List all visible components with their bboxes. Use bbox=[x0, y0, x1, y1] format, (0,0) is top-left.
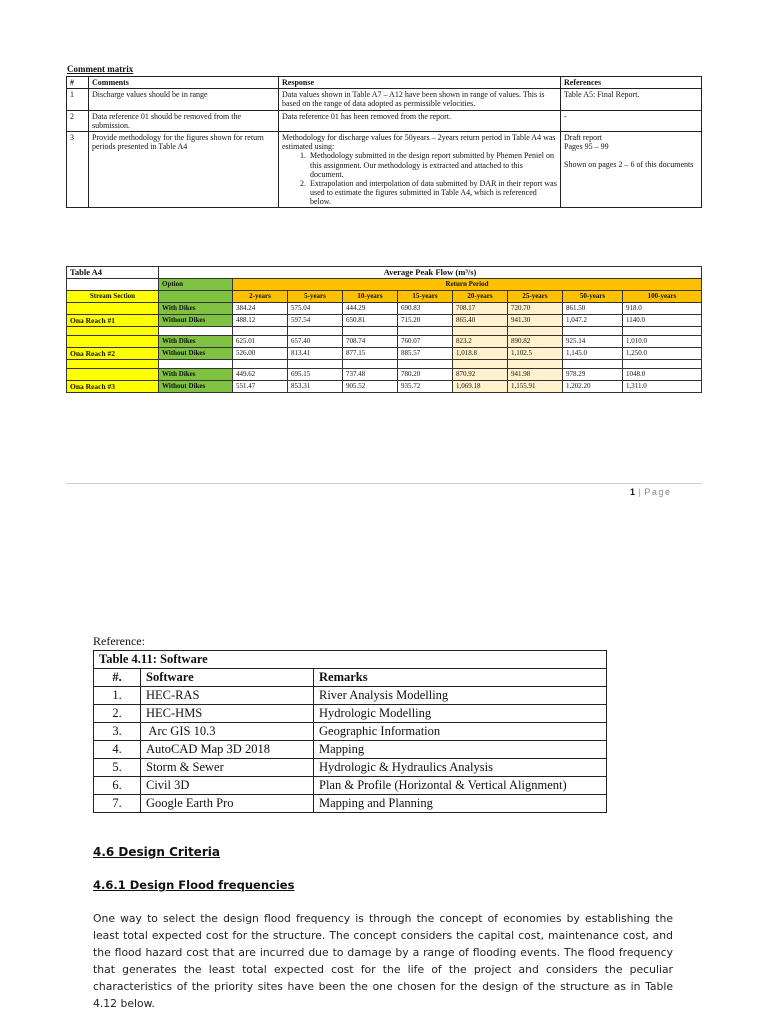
value-cell: 444.29 bbox=[343, 303, 398, 315]
reach-name: Ona Reach #2 bbox=[67, 348, 159, 360]
value-cell: 1,047.2 bbox=[563, 315, 623, 327]
reach-name: Ona Reach #3 bbox=[67, 381, 159, 393]
row-remarks: Mapping bbox=[314, 741, 607, 759]
reach-blank bbox=[67, 303, 159, 315]
value-cell: 890.82 bbox=[508, 336, 563, 348]
table-row bbox=[67, 381, 702, 393]
col-header-response: Response bbox=[279, 77, 561, 89]
option-header: Option bbox=[159, 279, 233, 291]
spacer-row bbox=[67, 327, 702, 336]
row-comment: Provide methodology for the figures shown for return periods presented in Table A4 bbox=[89, 131, 279, 208]
value-cell: 1,202.20 bbox=[563, 381, 623, 393]
row-software: AutoCAD Map 3D 2018 bbox=[141, 741, 314, 759]
value-cell: 1,069.18 bbox=[453, 381, 508, 393]
table-row bbox=[94, 741, 607, 759]
row-num: 5. bbox=[94, 759, 141, 777]
value-cell: 715.20 bbox=[398, 315, 453, 327]
col-header-software: Software bbox=[141, 669, 314, 687]
value-cell: 488.12 bbox=[233, 315, 288, 327]
page-separator: | bbox=[638, 487, 642, 497]
value-cell: 1048.0 bbox=[623, 369, 702, 381]
value-cell: 918.0 bbox=[623, 303, 702, 315]
col-header-num: # bbox=[67, 77, 89, 89]
row-software: HEC-RAS bbox=[141, 687, 314, 705]
value-cell: 1,311.0 bbox=[623, 381, 702, 393]
value-cell: 925.14 bbox=[563, 336, 623, 348]
period-header: 20-years bbox=[453, 291, 508, 303]
reference-line bbox=[564, 151, 698, 160]
section-heading: 4.6 Design Criteria bbox=[93, 845, 220, 859]
page-number bbox=[630, 487, 671, 497]
value-cell: 1,145.0 bbox=[563, 348, 623, 360]
reference-line: Draft report bbox=[564, 132, 602, 142]
value-cell: 650.81 bbox=[343, 315, 398, 327]
value-cell: 760.07 bbox=[398, 336, 453, 348]
value-cell: 853.31 bbox=[288, 381, 343, 393]
list-item: 1. Methodology submitted in the design report submitted by Phemen Peniel on this assignment. Our methodology is extracted and attached to this document. bbox=[308, 151, 557, 179]
value-cell: 597.54 bbox=[288, 315, 343, 327]
table-row bbox=[67, 315, 702, 327]
comment-matrix-table bbox=[66, 76, 702, 208]
value-cell: 813.41 bbox=[288, 348, 343, 360]
table-row bbox=[94, 723, 607, 741]
section-subheading: 4.6.1 Design Flood frequencies bbox=[93, 878, 295, 892]
response-intro: Methodology for discharge values for 50years – 2years return period in Table A4 was estimated using: bbox=[282, 132, 556, 152]
comment-matrix-title: Comment matrix bbox=[67, 64, 134, 74]
reference-line: Shown on pages 2 – 6 of this documents bbox=[564, 160, 694, 170]
row-num: 4. bbox=[94, 741, 141, 759]
row-software: Storm & Sewer bbox=[141, 759, 314, 777]
period-header: 25-years bbox=[508, 291, 563, 303]
row-remarks: Hydrologic & Hydraulics Analysis bbox=[314, 759, 607, 777]
value-cell: 625.01 bbox=[233, 336, 288, 348]
value-cell: 449.62 bbox=[233, 369, 288, 381]
spacer-row bbox=[67, 360, 702, 369]
value-cell: 1,155.91 bbox=[508, 381, 563, 393]
row-remarks: River Analysis Modelling bbox=[314, 687, 607, 705]
value-cell: 690.83 bbox=[398, 303, 453, 315]
value-cell: 1,250.0 bbox=[623, 348, 702, 360]
row-reference bbox=[561, 131, 702, 208]
value-cell: 870.92 bbox=[453, 369, 508, 381]
period-header: 2-years bbox=[233, 291, 288, 303]
value-cell: 708.17 bbox=[453, 303, 508, 315]
value-cell: 823.2 bbox=[453, 336, 508, 348]
value-cell: 905.52 bbox=[343, 381, 398, 393]
software-table-caption: Table 4.11: Software bbox=[94, 651, 607, 669]
value-cell: 1,010.0 bbox=[623, 336, 702, 348]
value-cell: 935.72 bbox=[398, 381, 453, 393]
value-cell: 708.74 bbox=[343, 336, 398, 348]
return-period-header: Return Period bbox=[233, 279, 702, 291]
value-cell: 941.30 bbox=[508, 315, 563, 327]
page-word: Page bbox=[644, 487, 672, 497]
value-cell: 737.48 bbox=[343, 369, 398, 381]
option-label: With Dikes bbox=[159, 336, 233, 348]
row-num: 2. bbox=[94, 705, 141, 723]
row-num: 3 bbox=[67, 131, 89, 208]
table-row bbox=[94, 777, 607, 795]
body-paragraph: One way to select the design flood frequency is through the concept of economies by establishing the least total expected cost for the structure. The concept considers the capital cost, maintenance cost, and the flood hazard cost that are incurred due to damage by a range of flooding events. The flood frequency that generates the least total expected cost for the life of the project and considers the peculiar characteristics of the priority sites have been the one chosen for the design of the structure as in Table 4.12 below. bbox=[93, 912, 673, 1010]
row-response bbox=[279, 131, 561, 208]
option-label: With Dikes bbox=[159, 369, 233, 381]
table-row bbox=[67, 336, 702, 348]
value-cell: 657.40 bbox=[288, 336, 343, 348]
table-row bbox=[67, 348, 702, 360]
page-number-value: 1 bbox=[630, 487, 636, 497]
option-label: Without Dikes bbox=[159, 315, 233, 327]
period-header: 100-years bbox=[623, 291, 702, 303]
col-header-remarks: Remarks bbox=[314, 669, 607, 687]
value-cell: 1,102.5 bbox=[508, 348, 563, 360]
table-a4 bbox=[66, 266, 702, 393]
table-row bbox=[94, 795, 607, 813]
value-cell: 575.04 bbox=[288, 303, 343, 315]
row-remarks: Hydrologic Modelling bbox=[314, 705, 607, 723]
value-cell: 720.70 bbox=[508, 303, 563, 315]
col-header-references: References bbox=[561, 77, 702, 89]
row-software: Google Earth Pro bbox=[141, 795, 314, 813]
col-header-comments: Comments bbox=[89, 77, 279, 89]
table-row bbox=[94, 759, 607, 777]
row-software: HEC-HMS bbox=[141, 705, 314, 723]
option-label: With Dikes bbox=[159, 303, 233, 315]
row-comment: Discharge values should be in range bbox=[89, 89, 279, 110]
value-cell: 551.47 bbox=[233, 381, 288, 393]
reach-name: Ona Reach #1 bbox=[67, 315, 159, 327]
reach-blank bbox=[67, 336, 159, 348]
table-row bbox=[67, 110, 702, 131]
footer-divider bbox=[66, 483, 702, 484]
value-cell: 877.15 bbox=[343, 348, 398, 360]
value-cell: 780.20 bbox=[398, 369, 453, 381]
value-cell: 526.00 bbox=[233, 348, 288, 360]
value-cell: 865.40 bbox=[453, 315, 508, 327]
row-response: Data reference 01 has been removed from the report. bbox=[279, 110, 561, 131]
period-header: 10-years bbox=[343, 291, 398, 303]
stream-section-header: Stream Section bbox=[67, 291, 159, 303]
row-comment: Data reference 01 should be removed from the submission. bbox=[89, 110, 279, 131]
row-num: 2 bbox=[67, 110, 89, 131]
row-remarks: Mapping and Planning bbox=[314, 795, 607, 813]
option-label: Without Dikes bbox=[159, 381, 233, 393]
option-label: Without Dikes bbox=[159, 348, 233, 360]
reference-line: Pages 95 – 99 bbox=[564, 142, 609, 152]
row-num: 1. bbox=[94, 687, 141, 705]
software-table bbox=[93, 650, 607, 813]
table-row bbox=[94, 705, 607, 723]
row-num: 7. bbox=[94, 795, 141, 813]
option-header-blank bbox=[159, 291, 233, 303]
reach-blank bbox=[67, 369, 159, 381]
value-cell: 384.24 bbox=[233, 303, 288, 315]
col-header-num: #. bbox=[94, 669, 141, 687]
empty-cell bbox=[67, 279, 159, 291]
table-row bbox=[94, 687, 607, 705]
reference-label: Reference: bbox=[93, 634, 145, 648]
period-header: 50-years bbox=[563, 291, 623, 303]
value-cell: 941.98 bbox=[508, 369, 563, 381]
row-reference: - bbox=[561, 110, 702, 131]
value-cell: 1,018.8 bbox=[453, 348, 508, 360]
row-software: Civil 3D bbox=[141, 777, 314, 795]
row-num: 6. bbox=[94, 777, 141, 795]
period-header: 15-years bbox=[398, 291, 453, 303]
comment-matrix-header-row bbox=[67, 77, 702, 89]
table-row bbox=[67, 303, 702, 315]
row-num: 3. bbox=[94, 723, 141, 741]
software-header-row bbox=[94, 669, 607, 687]
value-cell: 861.50 bbox=[563, 303, 623, 315]
table-row bbox=[67, 131, 702, 208]
row-response: Data values shown in Table A7 – A12 have been shown in range of values. This is based on the range of data adopted as permissible velocities. bbox=[279, 89, 561, 110]
row-num: 1 bbox=[67, 89, 89, 110]
row-remarks: Geographic Information bbox=[314, 723, 607, 741]
list-item: 2. Extrapolation and interpolation of data submitted by DAR in their report was used to estimate the figures submitted in Table A4, which is referenced below. bbox=[308, 179, 557, 207]
table-row bbox=[67, 89, 702, 110]
value-cell: 978.29 bbox=[563, 369, 623, 381]
row-reference: Table A5: Final Report. bbox=[561, 89, 702, 110]
value-cell: 1140.0 bbox=[623, 315, 702, 327]
response-list bbox=[282, 151, 557, 206]
table-a4-title: Average Peak Flow (m³/s) bbox=[159, 267, 702, 279]
row-remarks: Plan & Profile (Horizontal & Vertical Alignment) bbox=[314, 777, 607, 795]
period-header: 5-years bbox=[288, 291, 343, 303]
value-cell: 885.57 bbox=[398, 348, 453, 360]
table-a4-label: Table A4 bbox=[67, 267, 159, 279]
table-row bbox=[67, 369, 702, 381]
value-cell: 695.15 bbox=[288, 369, 343, 381]
row-software: Arc GIS 10.3 bbox=[141, 723, 314, 741]
